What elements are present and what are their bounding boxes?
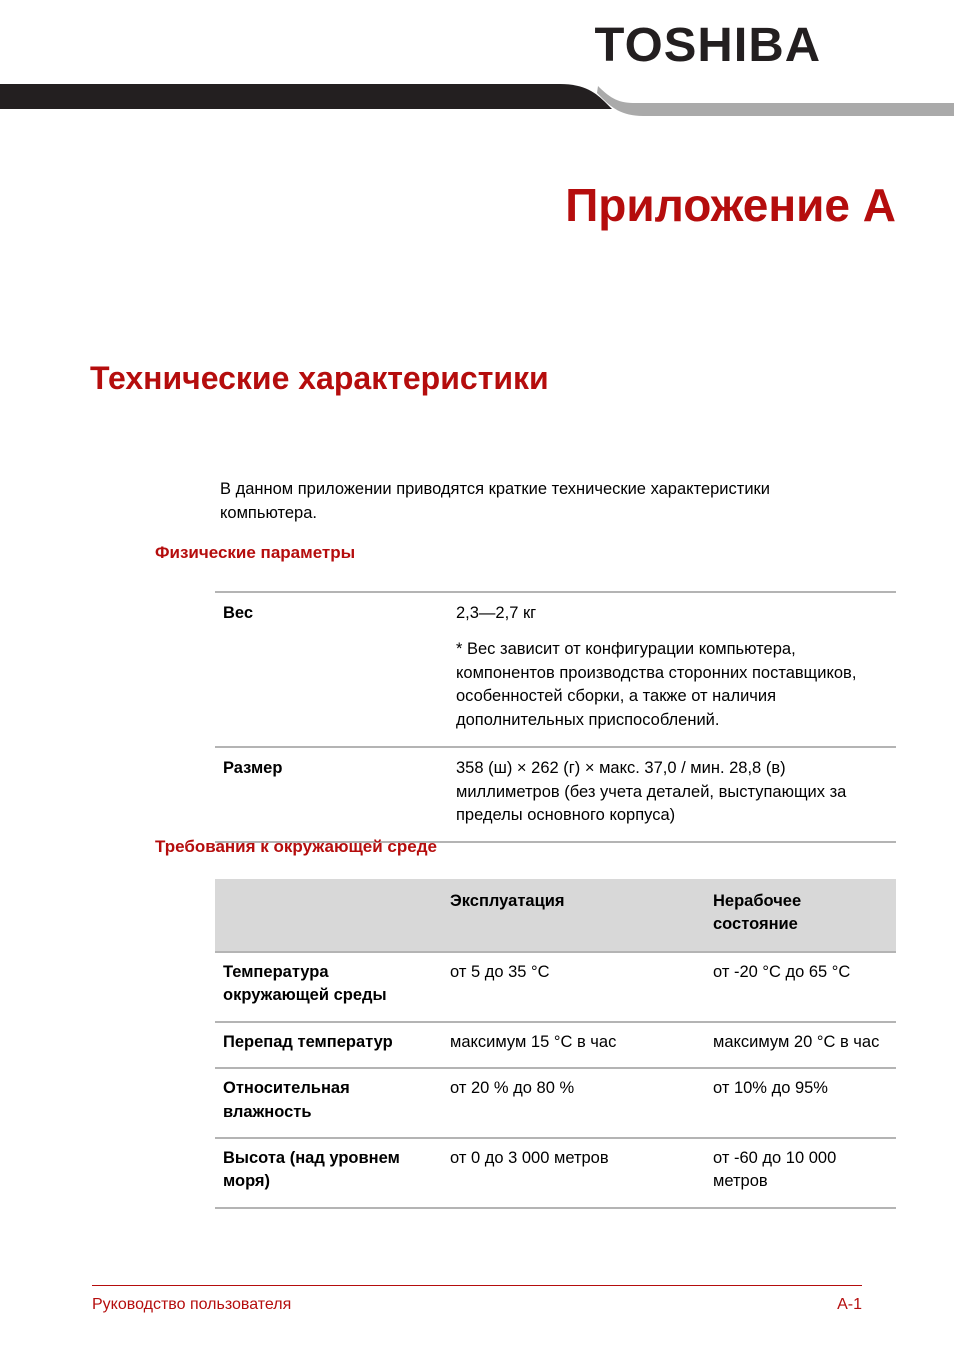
row-label: Температура окружающей среды: [223, 962, 387, 1005]
row-value: [456, 747, 896, 842]
physical-parameters-table: [215, 591, 896, 843]
section-heading: Технические характеристики: [90, 360, 549, 396]
column-header-operating: Эксплуатация: [442, 879, 705, 952]
table-row: [215, 1068, 896, 1138]
subheading-environmental-requirements: Требования к окружающей среде: [155, 837, 437, 856]
page-footer: [92, 1285, 862, 1314]
row-value: [456, 592, 896, 747]
row-value-non-operating: от 10% до 95%: [713, 1079, 828, 1098]
footer-page-number: A-1: [837, 1296, 862, 1313]
toshiba-logo: TOSHIBA: [594, 19, 821, 72]
row-label: Перепад температур: [223, 1032, 393, 1051]
row-value-operating: от 5 до 35 °C: [450, 962, 550, 981]
subheading-physical-parameters: Физические параметры: [155, 543, 356, 562]
row-label: Относительная влажность: [223, 1079, 350, 1121]
row-label: Вес: [223, 604, 254, 622]
header-banner-graphic: [0, 84, 954, 128]
table-bottom-rule-cell: [215, 1208, 896, 1209]
row-value-main: 2,3—2,7 кг: [456, 604, 537, 622]
column-header-non-operating: Нерабочее состояние: [705, 879, 896, 952]
table-row: [215, 592, 896, 747]
intro-paragraph: В данном приложении приводятся краткие технические характеристики компьютера.: [220, 480, 770, 522]
row-value-operating: от 20 % до 80 %: [450, 1079, 575, 1098]
row-value-note: * Вес зависит от конфигурации компьютера, компонентов производства сторонних поставщиков, особенностей сборки, а также от наличия дополнительных приспособлений.: [456, 640, 857, 729]
table-row: [215, 952, 896, 1022]
page-header: [0, 0, 954, 140]
page-title: Приложение A: [565, 179, 896, 231]
row-value-non-operating: от -20 °C до 65 °C: [713, 962, 851, 981]
environmental-requirements-table: [215, 879, 896, 1209]
table-row: [215, 1138, 896, 1208]
row-value-operating: максимум 15 °C в час: [450, 1032, 617, 1051]
table-bottom-rule: [215, 1208, 896, 1209]
row-label: Размер: [223, 759, 283, 778]
row-value-non-operating: от -60 до 10 000 метров: [713, 1148, 837, 1191]
table-row: [215, 1022, 896, 1068]
row-value-operating: от 0 до 3 000 метров: [450, 1148, 609, 1167]
row-value-main: 358 (ш) × 262 (г) × макс. 37,0 / мин. 28,8 (в) миллиметров (без учета деталей, выступающих за пределы основного корпуса): [456, 759, 847, 824]
footer-document-title: Руководство пользователя: [92, 1296, 292, 1313]
column-header-blank: [215, 879, 442, 952]
row-value-non-operating: максимум 20 °C в час: [713, 1032, 880, 1051]
row-label: Высота (над уровнем моря): [223, 1148, 400, 1191]
table-header-row: [215, 879, 896, 952]
table-row: [215, 747, 896, 842]
